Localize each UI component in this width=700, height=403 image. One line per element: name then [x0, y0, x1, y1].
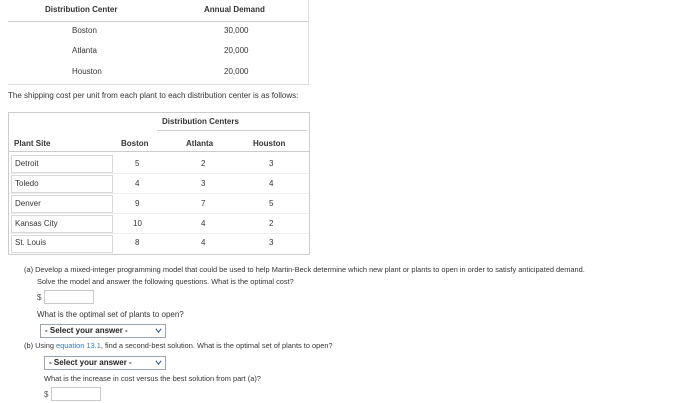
part-b-prefix: (b) Using — [24, 341, 57, 350]
select-label: - Select your answer - — [49, 358, 132, 367]
row-divider — [9, 173, 309, 174]
plant-st-louis: St. Louis — [15, 238, 47, 247]
cost-increase-input[interactable] — [51, 387, 101, 401]
distribution-centers-underline — [157, 130, 307, 131]
cost-detroit-atlanta: 2 — [201, 159, 206, 168]
currency-symbol: $ — [37, 293, 42, 302]
currency-symbol: $ — [44, 390, 49, 399]
demand-center-boston: Boston — [72, 26, 97, 35]
demand-center-houston: Houston — [72, 67, 102, 76]
cost-table — [8, 112, 310, 255]
cost-toledo-houston: 4 — [269, 179, 274, 188]
cost-st-louis-atlanta: 4 — [201, 238, 206, 247]
demand-center-atlanta: Atlanta — [72, 46, 97, 55]
part-a-question2: What is the optimal set of plants to open? — [37, 310, 184, 319]
part-b-question2: What is the increase in cost versus the best solution from part (a)? — [44, 374, 261, 383]
header-plant-site: Plant Site — [14, 139, 51, 148]
demand-value-atlanta: 20,000 — [224, 46, 249, 55]
plant-toledo: Toledo — [15, 179, 39, 188]
cost-toledo-atlanta: 3 — [201, 179, 206, 188]
cost-st-louis-boston: 8 — [135, 238, 140, 247]
plant-kansas-city: Kansas City — [15, 219, 58, 228]
cost-denver-atlanta: 7 — [201, 199, 206, 208]
header-distribution-centers: Distribution Centers — [162, 117, 239, 126]
shipping-intro-text: The shipping cost per unit from each plant to each distribution center is as follows: — [8, 91, 299, 100]
row-divider — [9, 193, 309, 194]
part-b-suffix: , find a second-best solution. What is the optimal set of plants to open? — [100, 341, 333, 350]
cost-toledo-boston: 4 — [135, 179, 140, 188]
part-a-question-line2: Solve the model and answer the following questions. What is the optimal cost? — [37, 277, 294, 286]
cost-denver-houston: 5 — [269, 199, 274, 208]
select-label: - Select your answer - — [45, 326, 128, 335]
cost-detroit-houston: 3 — [269, 159, 274, 168]
demand-value-houston: 20,000 — [224, 67, 249, 76]
header-houston: Houston — [253, 139, 286, 148]
header-boston: Boston — [121, 139, 149, 148]
row-divider — [9, 233, 309, 234]
header-annual-demand: Annual Demand — [204, 5, 265, 14]
chevron-down-icon — [155, 359, 162, 366]
part-a-question-line1: (a) Develop a mixed-integer programming model that could be used to help Martin-Beck determine which new plant or plants to open in order to satisfy anticipated demand. — [24, 265, 585, 274]
cost-table-header-divider — [9, 151, 309, 152]
chevron-down-icon — [155, 327, 162, 334]
header-distribution-center: Distribution Center — [45, 5, 118, 14]
optimal-cost-input[interactable] — [44, 290, 94, 304]
cost-st-louis-houston: 3 — [269, 238, 274, 247]
part-b-question — [24, 341, 333, 350]
cost-denver-boston: 9 — [135, 199, 140, 208]
part-b-plant-select[interactable] — [44, 356, 166, 370]
cost-detroit-boston: 5 — [135, 159, 140, 168]
cost-kansas-city-houston: 2 — [269, 219, 274, 228]
header-atlanta: Atlanta — [186, 139, 214, 148]
row-divider — [9, 213, 309, 214]
plant-denver: Denver — [15, 199, 41, 208]
cost-kansas-city-boston: 10 — [133, 219, 142, 228]
equation-link[interactable]: equation 13.1 — [56, 341, 101, 350]
part-a-plant-select[interactable] — [40, 324, 166, 338]
plant-detroit: Detroit — [15, 159, 39, 168]
demand-value-boston: 30,000 — [224, 26, 249, 35]
cost-kansas-city-atlanta: 4 — [201, 219, 206, 228]
